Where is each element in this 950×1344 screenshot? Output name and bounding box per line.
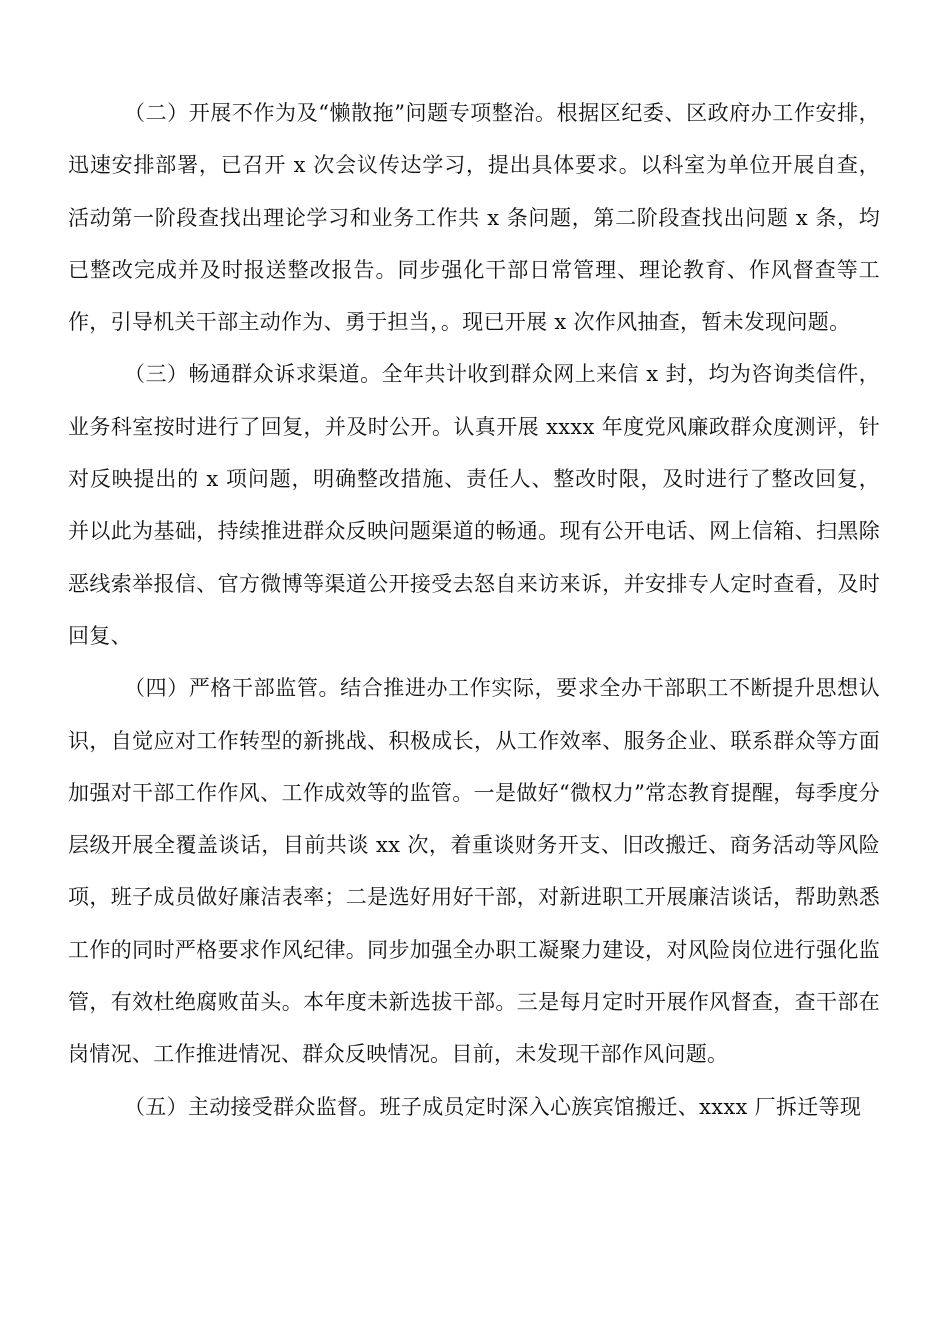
- document-body: [68, 87, 880, 1133]
- paragraph-section-4: （四）严格干部监管。结合推进办工作实际，要求全办干部职工不断提升思想认识，自觉应对工作转型的新挑战、积极成长，从工作效率、服务企业、联系群众等方面加强对干部工作作风、工作成效等的监管。一是做好“微权力”常态教育提醒，每季度分层级开展全覆盖谈话，目前共谈 xx 次，着重谈财务开支、旧改搬迁、商务活动等风险项，班子成员做好廉洁表率；二是选好用好干部，对新进职工开展廉洁谈话，帮助熟悉工作的同时严格要求作风纪律。同步加强全办职工凝聚力建设，对风险岗位进行强化监管，有效杜绝腐败苗头。本年度未新选拔干部。三是每月定时开展作风督查，查干部在岗情况、工作推进情况、群众反映情况。目前，未发现干部作风问题。: [68, 676, 880, 1067]
- paragraph-section-2: （二）开展不作为及“懒散拖”问题专项整治。根据区纪委、区政府办工作安排，迅速安排部署，已召开 x 次会议传达学习，提出具体要求。以科室为单位开展自查，活动第一阶段查找出理论学习和业务工作共 x 条问题，第二阶段查找出问题 x 条，均已整改完成并及时报送整改报告。同步强化干部日常管理、理论教育、作风督查等工作，引导机关干部主动作为、勇于担当，。现已开展 x 次作风抽查，暂未发现问题。: [68, 101, 880, 335]
- paragraph-section-5: （五）主动接受群众监督。班子成员定时深入心族宾馆搬迁、xxxx 厂拆迁等现: [124, 1094, 862, 1119]
- paragraph-section-3: （三）畅通群众诉求渠道。全年共计收到群众网上来信 x 封，均为咨询类信件，业务科室按时进行了回复，并及时公开。认真开展 xxxx 年度党风廉政群众度测评，针对反映提出的 x 项问题，明确整改措施、责任人、整改时限，及时进行了整改回复，并以此为基础，持续推进群众反映问题渠道的畅通。现有公开电话、网上信箱、扫黑除恶线索举报信、官方微博等渠道公开接受去怒自来访来诉，并安排专人定时查看，及时回复、: [68, 362, 880, 648]
